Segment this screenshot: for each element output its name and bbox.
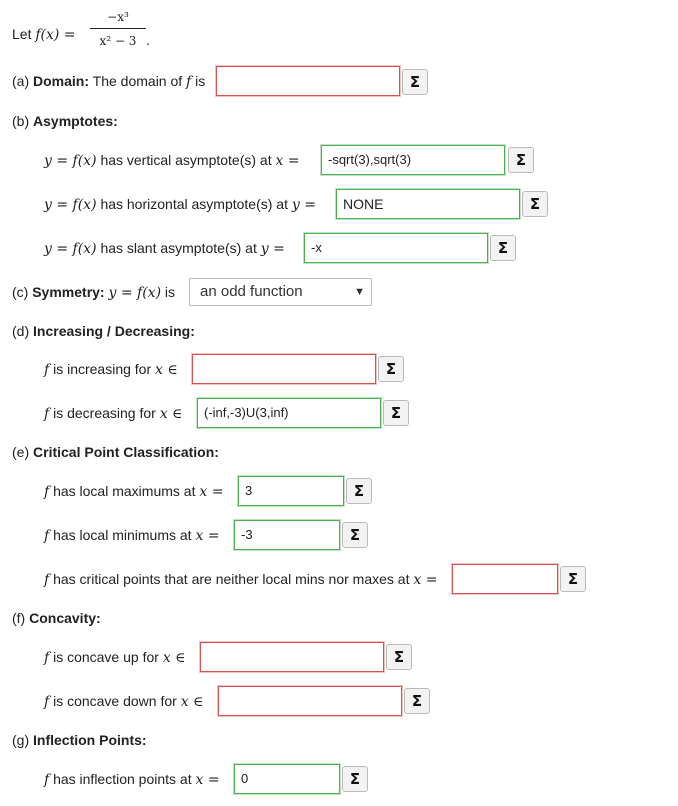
sigma-icon[interactable]: Σ <box>386 644 412 670</box>
part-a-title: Domain: <box>33 73 90 89</box>
vertical-asymptote-line: y = f(x) has vertical asymptote(s) at x = <box>44 152 300 169</box>
part-e-heading: (e) Critical Point Classification: <box>12 444 219 460</box>
sigma-icon[interactable]: Σ <box>402 69 428 95</box>
sigma-icon[interactable]: Σ <box>346 478 372 504</box>
concave-up-input[interactable] <box>200 642 384 672</box>
intro-period: . <box>146 32 150 48</box>
decreasing-line: f is decreasing for x ∈ <box>44 405 183 422</box>
intro-let: Let <box>12 26 32 42</box>
sigma-icon[interactable]: Σ <box>342 522 368 548</box>
concave-up-line: f is concave up for x ∈ <box>44 649 186 666</box>
increasing-line: f is increasing for x ∈ <box>44 361 178 378</box>
horizontal-asymptote-line: y = f(x) has horizontal asymptote(s) at y = <box>44 196 316 213</box>
slant-asymptote-input[interactable]: -x <box>304 233 488 263</box>
part-f-heading: (f) Concavity: <box>12 610 101 626</box>
fraction-denominator: x² − 3 <box>99 34 137 48</box>
chevron-down-icon: ▼ <box>354 286 365 298</box>
decreasing-input[interactable]: (-inf,-3)U(3,inf) <box>197 398 381 428</box>
sigma-icon[interactable]: Σ <box>560 566 586 592</box>
domain-input[interactable] <box>216 66 400 96</box>
sigma-icon[interactable]: Σ <box>522 191 548 217</box>
sigma-icon[interactable]: Σ <box>342 766 368 792</box>
local-max-input[interactable]: 3 <box>238 476 344 506</box>
increasing-input[interactable] <box>192 354 376 384</box>
inflection-line: f has inflection points at x = <box>44 771 220 788</box>
vertical-asymptote-input[interactable]: -sqrt(3),sqrt(3) <box>321 145 505 175</box>
sigma-icon[interactable]: Σ <box>378 356 404 382</box>
sigma-icon[interactable]: Σ <box>404 688 430 714</box>
part-c-line: (c) Symmetry: y = f(x) is <box>12 284 176 301</box>
part-a-line: (a) Domain: The domain of f is <box>12 73 206 90</box>
symmetry-select[interactable] <box>189 278 372 306</box>
intro-fn: f(x) = <box>35 27 76 43</box>
part-g-heading: (g) Inflection Points: <box>12 732 147 748</box>
fraction-numerator: −x³ <box>107 10 129 24</box>
local-max-line: f has local maximums at x = <box>44 483 224 500</box>
local-min-line: f has local minimums at x = <box>44 527 220 544</box>
sigma-icon[interactable]: Σ <box>490 235 516 261</box>
part-d-heading: (d) Increasing / Decreasing: <box>12 323 195 339</box>
part-b-heading: (b) Asymptotes: <box>12 113 118 129</box>
inflection-input[interactable]: 0 <box>234 764 340 794</box>
neither-input[interactable] <box>452 564 558 594</box>
sigma-icon[interactable]: Σ <box>383 400 409 426</box>
sigma-icon[interactable]: Σ <box>508 147 534 173</box>
symmetry-selected-value: an odd function <box>200 283 303 300</box>
local-min-input[interactable]: -3 <box>234 520 340 550</box>
concave-down-input[interactable] <box>218 686 402 716</box>
intro-line <box>12 26 76 43</box>
concave-down-line: f is concave down for x ∈ <box>44 693 204 710</box>
slant-asymptote-line: y = f(x) has slant asymptote(s) at y = <box>44 240 285 257</box>
fraction-bar <box>90 28 146 29</box>
horizontal-asymptote-input[interactable]: NONE <box>336 189 520 219</box>
neither-line: f has critical points that are neither local mins nor maxes at x = <box>44 571 438 588</box>
